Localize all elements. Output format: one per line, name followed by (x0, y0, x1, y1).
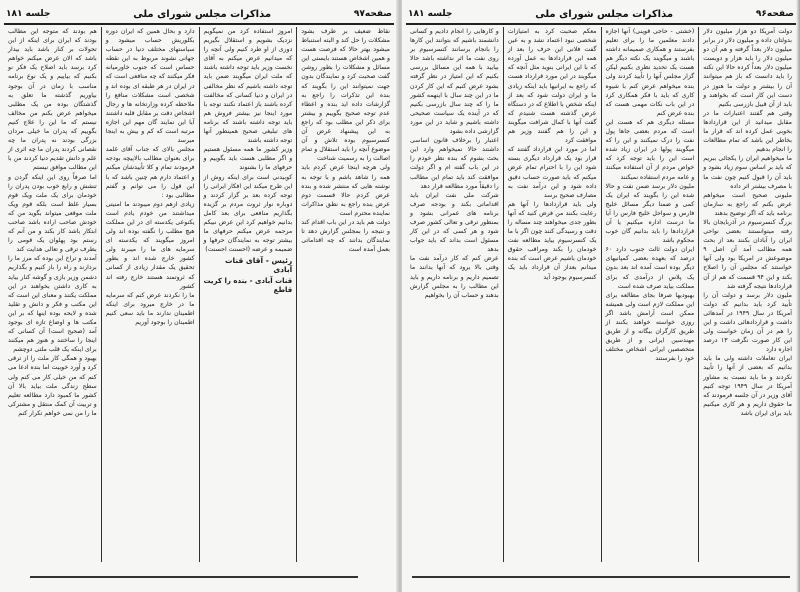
publication-title: مذاکرات مجلس شورای ملی (133, 8, 272, 20)
paragraph: (خشتی - حاجی قوینی) آنها اجازه دادند معلمین ما را برای تعلیم بفرستند و همکاری صمیمانه داشته باشند و میگویند یک نکته دیگر هم هست یک تحدید نظری بکنیم لیکن گزار مجلس آنها را تأیید کردند ولی بنده میخواهم عرض کنم با شیوه کاری که باید با فکر همکاری کرد در این باب نکات مهمی هست که بنده عرض کنم (605, 28, 695, 117)
paragraph: نقاط ضعیف بر طرف بشود مشکلات را حل کند و البته استنباط میشود بهتر حالا که فرصت هست و همین اشخاص هستند بایستی این مسائل و مشکلات را بطور روشن گفت صحبت کرد و نمایندگان بدون جهت نمیتوانند این را بگویند که بنده این تذکرات را راجع به گزارشات داده اید بنده و اعطاء عدم توجه صحیح بگوییم و بیشتر برای ذکر این مطلب بود که راجع به این پیشنهاد غرض آن کنسرسیوم بوده تلاش و آن موضوع آنچه را باید استقلال و تمام اصالت را به رسمیت شناخت (301, 28, 390, 163)
paragraph: کوبیدنی است برای اینکه روش از این طرح میکند این افکار ایرانی را توجه کرده بعد بر گزار کردند و دوباره نوار ثروت مردم بر گزیده بگذاریم منافعی برای بعد کامل بدانیم خواهیم کرد این عرض نبیکم مرحمه عرض میکنم حرفهای ما بیشتر توجه به نمایندگان حرفها و ضمیمه و عرضه (احسنت احسنت) (203, 173, 293, 254)
paragraph: بهبود و همگی کار ملت را از ترقی کرد و آورد خوبیت اما بنده ادعا می کنم که من خیلی کار می کنم ولی سطح زندگی ملت بیاید بالا آن کشور ما کمبود دارد مطالعه تعلیم و تربیت آن کمک منتقل و مشترکی ما را من نمی خواهم تکرار کنم (8, 355, 97, 417)
right-page (402, 0, 800, 592)
paragraph: زیادی ازهم دوم میبودند ما امنیتی میداشتند من خودم یادم است یکنوعی یکدسته ای در این مملکت هیچ مطلب را نگفته بوده اند ولی امروز میگویند که یکدسته ای سرمایه های ما را میبرند ولی کشور خارج شده اند و بطور تحقیق یک مقدار زیادی از کسانی که ثروتمند هستند خارج رفته اند کشور (105, 200, 195, 290)
session-number: جلسه ۱۸۱ (408, 9, 453, 19)
paragraph: ما را نکردند عرض کنم که سرمایه ما در خارج میرود برای اینکه اطمینان ندارند ما باید سعی کنیم اطمینان را بوجود آوریم (105, 291, 195, 326)
paragraph: ایران دولت ثالث جنوب دارد ۶۰ درصد که بعهده بعضی کمپانیهای دیگر بوده است آمده اند بعد بدون یک پلاس از درآمدی که برای مملکت بیاید صرف شده است (605, 246, 695, 290)
header-rule (406, 23, 796, 25)
paragraph: ملیونی صحیح است میخواهم عرض بکنم که راجع به سازمان برنامه باید که اگر توضیح بدهند (703, 191, 792, 217)
page-number: صفحه۹۶ (755, 9, 794, 19)
paragraph: ولی هرچه اینجا عرض کردم باید همه را شاهد باشم و با توجه به نوشته هایی که منتشر شده و بنده عرض کردم حالا قسمت دوم عرض بنده راجع به نطق مذاکرات نماینده محترم است (301, 164, 390, 217)
text-column (698, 27, 796, 562)
paragraph: اعتبار را برخلاف قانون اساسی داشتند حالا نمیخواهم وارد این بحث بشوم که بنده نظر خودم را در این باب گفته ام و اگر دولت موافقت کند باید تمام این مطالب را دقیقاً مورد مطالعه قرار دهد (410, 137, 499, 190)
paragraph: هم بودند که متوجه این مطالب بودند که ایران برای اینکه از این تحولات بر کنار باشد باید بیدار باشد که الان عرض میکنم خواهم کرد برسد باید اصلاح یک فکر نو بکنیم که بیاییم و یک نوع برنامه مناسب با زمان در آن بوجود بیاوریم گذشته ما تعلق به گذشتگان بوده من یک مطلبی میخواهم عرض بکنم من مخالف نیستم که ما این را علاج کنیم بگوییم که پدران ما خیلی مردان بزرگی بودند نه پدران ما چه نقصانی کردند پدران ما چه اثری از علم و دانش تقدیم دنیا کردند من با این مطالب موافق نیستم (8, 28, 97, 172)
paragraph: اما صرفاً روی این اینکه گردن و تنشش و رابع خوب بودن پدران را خودمان برای یک ملت ویک قوم بسیار غلط است بلکه قوم ویک ملت موقعی میتواند بگوید من که خودش صاحب اراده باشد صاحب ابتکار باشد کار بکند و من آنم که رستم بود پهلوان یک قومی را بطرف ترقی و تعالی هدایت کند (8, 173, 97, 254)
paragraph: عرض کنم که کار درآمد نفت ما وقتی بالا برود که آنها بدانند ما تصمیم داریم و برنامه داریم و باید این مطالب را به مجلس گزارش بدهند و حساب آن را بخواهیم (410, 255, 499, 299)
text-column (4, 27, 101, 562)
paragraph: بهبودیها صرفا بجای مطالعه برای این مملکت لازم است ولی همیشه ممکن است آرامش باشد اگر روزی خواسته خواهند بکنند از طریق کارگران بیگانه و از طریق مهندسین ایرانی و از طریق متخصصین ایرانی اشخاص مختلف خود را بفرستند (605, 291, 695, 363)
header-rule (4, 23, 394, 25)
page-header (6, 6, 392, 22)
paragraph: ملیون دلار برسد و دولت آن را تأیید کرد باید بدانیم که دولت آمریکا در سال ۱۹۴۹ در آمدهائی داشت و قراردادهائی داشت و این را هم در آن زمان خواست ولی این کار صورت نگرفت ۱۳ درصد اجاره دارد (703, 291, 792, 354)
text-column (199, 27, 297, 562)
page-number: صفحه۹۷ (353, 9, 392, 19)
text-column (406, 27, 503, 562)
paragraph: اما در مورد این قرارداد گفتند که قرار بود یک قرارداد دیگری بسته شود این را با احترام تمام عرض میکنم که باید صورت حساب دقیق داده شود و این درآمد نفت به مصارف صحیح برسد (507, 146, 597, 199)
paragraph: دولت آمریکا دو هزار میلیون دلار بدولتان داده و میلیون دلار در برابر میلیون دلار بعداً گرفته و هم آن دو میلیون دلار را باید هزار و دویست میلیون دلار بعداً کرده حالا این نکته را باید دانست که باز هم میتوانند آن را بیشتر و دولت ما هنوز در دست این کار است که بخواهند و باید از آن قبیل بازرسی بکنیم (703, 28, 792, 108)
paragraph: وقتی هم گفتند اعتبارات ما در مقابل میدانید از این قراردادها بخوبی عمل کرده اند که قرار ما بخاطر این باشد که تمام مطالعات را انجام بدهیم (703, 109, 792, 154)
text-column (503, 27, 601, 562)
paragraph: مجلس بالای که جناب آقای غلمد برای بعنوان مطالب بالاپیچه بودجه فرمودند تمام و کلا تأییدشان میکنم و اعتماد دارم هم چنین باشد که با این قول را می توانم و گفتم مطالبی بود : (105, 146, 195, 199)
paragraph: ملیون دلار برسد ضمن نفت و حالا شده این را بگویند که ایران یک کمی و ضمنا دیگر مسائل خلیج فارس و سواحل خلیج فارس را آیا ما درست اداره میکنیم یا آن قراردادها را باید بدانیم گان خوب محکوم باشد (605, 182, 695, 245)
paragraph: معکم صحبت کرد به امتیازات شخصی نبود اعتماد نشد و به عین گفت فلانی این حرف را بعد از همه این قراردادها به عمل آورده که با این ایرانی بنوید مثل آنچه که میگویند در این مورد قرارداد هست که راجع به ایرانیها باید اینکه زیادی ما و ایران دولت شود که بعد از اینکه شخص با اطلاع که در دستگاه عرض گذشته هست شنیدم که گفت آنها با کمال شرافت میگویند و این را هم گفتند وزیر هم موافقت کرد (507, 28, 597, 145)
speaker-heading: رئیس - آقای قنات آبادی (225, 256, 293, 275)
left-page (0, 0, 398, 592)
paragraph: ایران تعاملات داشته ولی ما باید بدانیم که بعضی از آنها را تأیید نکردند و ما باید نسبت به مشاور آمریکا در سال ۱۹۴۹ توجه کنیم آقای وزیر در آن جلسه فرمودند که ما حقوق داریم و هر کاری میکنیم باید برای ایران باشد (703, 355, 792, 417)
paragraph: مسئله دیگری هم که هست این است که مردم بعضی جاها پول نفت را درک نمیکنند و این را که میگویند پولها در ایران زیاد شده است این را باید توجه کرد که خواص مردم از آن استفاده میکنند و عامه مردم استفاده نمیکنند (605, 118, 695, 181)
text-column (601, 27, 699, 562)
paragraph: امروز استفاده کرد من نمیگویم نزدیک بشویم و استقلال بگیریم دوری از او طرد کنیم ولی آنچه را که میدانیم عرض میکنم به آقای نخست وزیر باید توجه داشته باشند که ملت ایران میگویند ضمن باید توجه داشته باشیم که نظر مخالفی در ایران و دنیا کسانی که مخالفت کرده باشند باز اعتماد نکنند توجه با مورد اینجا نیز بیشتر فروش هم باید توجه داشته باشند که برنامه های تبلیغی صحیح همینطور آنها توجه داشته باشند (203, 28, 293, 145)
paragraph: دولت هم باید در این باب اقدام کند و نتیجه را بمجلس گزارش دهد تا نمایندگان بدانند که چه اقداماتی بعمل آمده است (301, 218, 390, 254)
paragraph: آمدند و تراخ این بوده که مرز ما را بردارند و راه را باز کنیم و بگذاریم دشمن وزیر بازی و گوشه کنار بیاید به کاری داشتن بخواهند در این مملکت یکنند و معنای این است که این مکتب و فکر و دانش و تقلید شده و لایحه بوده اینها که بر این مکتب ها و اوضاع تازه ای بوجود آمد (صحیح است) آن کسانی که اینجا را ساختند و هنوز هم میکنند برای اینکه یک قلب ملتی دوچشم (8, 255, 97, 354)
page-header (408, 6, 794, 22)
paragraph: ما میخواهیم ایران را یکجائی ببریم که باید بر اساس سوم زیاد بشود و باید آن را قبول کنیم چون نفت ما با مصرف بیشتر اثر داده (703, 155, 792, 190)
paragraph: بزرگ کنسرسیوم در آذربایجان بالا رفته میتوانستند بعضی نواحی ایران را آبادان بکنند بعد از بحث همه مطالب آمد آن اصل ۹ موضوعش در امریکا بود ولی آنها خواستند که مجلس آن را اصلاح بکند و این ۹۴ قسمت که هم از آن قراردادها نتیجه گرفته شد (703, 218, 792, 290)
text-columns (406, 27, 796, 562)
text-column (101, 27, 199, 562)
text-columns (4, 27, 394, 562)
footer-rule (412, 576, 790, 578)
speaker-line: قنات آبادی - بنده را کریت قاطع (203, 276, 293, 294)
publication-title: مذاکرات مجلس شورای ملی (535, 8, 674, 20)
session-number: جلسه ۱۸۱ (6, 9, 51, 19)
paragraph: وزیر کشور ما همه مسئول هستیم و اگر مطلبی هست باید بگوییم و حرفهای ما را بشنوند (203, 146, 293, 172)
footer-rule (30, 576, 358, 578)
scan-edge (796, 0, 800, 592)
paragraph: و کارهایی را انجام دادیم و کسانی دانشمند باشیم که بتوانند این کارها را بانجام برسانند کنسرسیوم بر روی نفت ما اثر نداشته باشد حالا بیایید با همه این مسائل بررسی بکنیم که این امتیاز در نظر گرفته بشود عرض کنیم که این کار کردن ما در این چند سال با اینهمه کشور ما را که چند سال بازرسی بکنیم که در آینده یک سیاست صحیحی داشته باشیم و شاید در این مورد گزارشی داده بشود (410, 28, 499, 136)
paragraph: ولی باید قراردادها را آنها هم رعایت بکنند من فرض کنید که آنها بطور جدی میخواهند چند مساله را دقت و رسیدگی کنند چون اگر با ما یک کنسرسیوم بیاید مطالعه نفت خودمان را بکند ومراقب حقوق خودمان باشیم عرض است که بنده میدانم بعداز آن قرارداد باید یک کنسرسیوم بوجود آید (507, 200, 597, 281)
text-column (296, 27, 394, 562)
paragraph: شرکت ملی نفت ایران باید اقداماتی بکند و بودجه صرف برنامه های عمرانی بشود و بمنظور ترقی و تعالی کشور صرف شود و هر کسی که در این کار مسئول است بداند که باید جواب بدهد (410, 191, 499, 254)
paragraph: دارد و بحال همین که ایران دوره بکلوریش حساب میشود و سیاستهای مختلف دنیا در حساب جهانی نشوند مربوط به این نقطه حساس است که جنوب خاورمیانه فکر میکنند که چه منافعی است که در ایران در هر طبقه ای بوده اند و شخصی است مشکلات منافع را ملاحظه کرده وزارتخانه ها و رجال اشخاص دقت بر مقابل قلبه داشتند آیا این نمایند گان مهم این اجازه مرتبه است که کم و بیش به اینجا میرسد (105, 28, 195, 145)
